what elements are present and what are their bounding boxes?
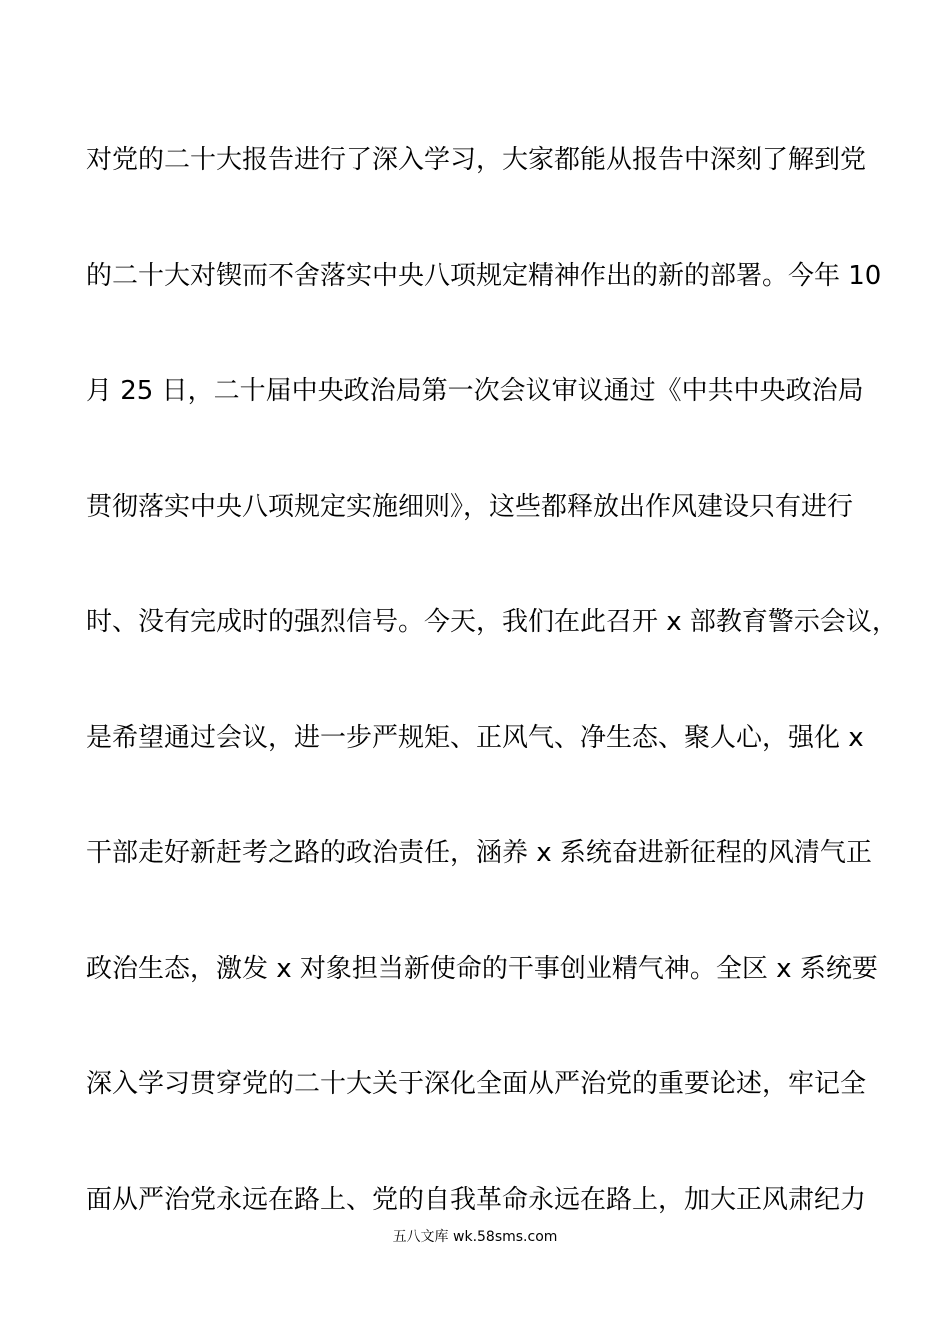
- footer-watermark: 五八文库 wk.58sms.com: [392, 1229, 558, 1245]
- text-line: 月 25 日，二十届中央政治局第一次会议审议通过《中共中央政治局: [86, 376, 864, 406]
- text-line: 深入学习贯穿党的二十大关于深化全面从严治党的重要论述，牢记全: [86, 1069, 867, 1099]
- text-line: 的二十大对锲而不舍落实中央八项规定精神作出的新的部署。今年 10: [86, 260, 882, 291]
- text-line: 贯彻落实中央八项规定实施细则》，这些都释放出作风建设只有进行: [86, 491, 854, 522]
- text-line: 对党的二十大报告进行了深入学习，大家都能从报告中深刻了解到党: [86, 145, 867, 175]
- body-paragraph: [86, 136, 898, 1291]
- text-line: 干部走好新赶考之路的政治责任，涵养 x 系统奋进新征程的风清气正: [86, 838, 872, 868]
- text-line: 时、没有完成时的强烈信号。今天，我们在此召开 x 部教育警示会议，: [86, 607, 898, 637]
- text-line: 面从严治党永远在路上、党的自我革命永远在路上，加大正风肃纪力: [86, 1184, 867, 1215]
- text-line: 是希望通过会议，进一步严规矩、正风气、净生态、聚人心，强化 x: [86, 722, 864, 753]
- text-line: 政治生态，激发 x 对象担当新使命的干事创业精气神。全区 x 系统要: [86, 953, 878, 984]
